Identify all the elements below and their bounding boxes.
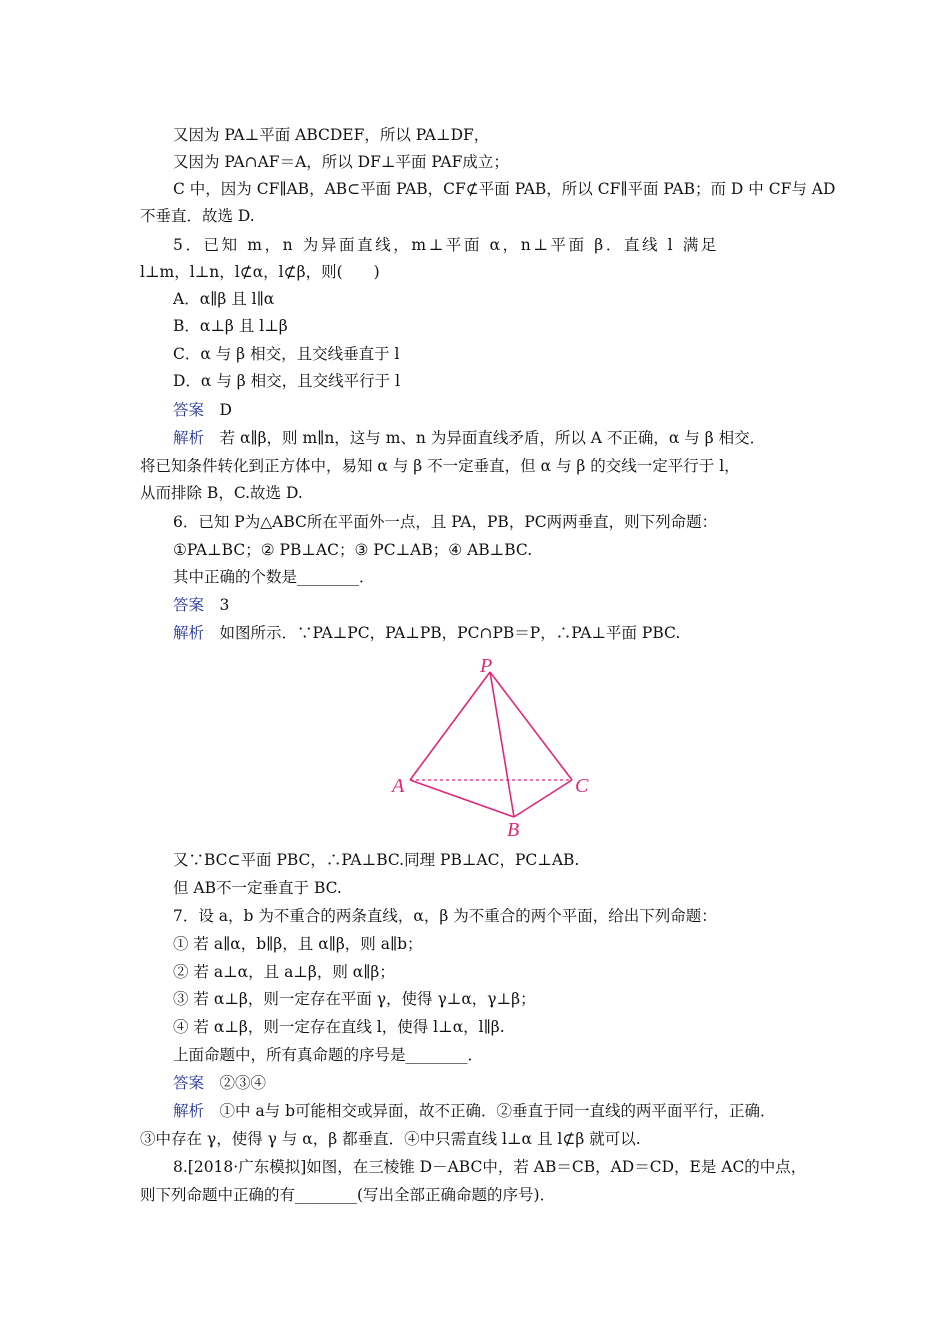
analysis-text: ①中 a与 b可能相交或异面，故不正确．②垂直于同一直线的两平面平行，正确． [204,1102,776,1120]
option-c: C．α 与 β 相交，且交线垂直于 l [173,345,400,363]
answer-line [173,400,232,420]
question-8-line: 8.[2018·广东模拟]如图，在三棱锥 D－ABC中，若 AB＝CB，AD＝CD，E是 AC的中点， [173,1158,807,1176]
answer-label: 答案 [173,596,205,614]
text-line: 不垂直．故选 D. [140,207,255,225]
question-5-line: 5．已知 m，n 为异面直线，m⊥平面 α，n⊥平面 β．直线 l 满足 [173,236,719,254]
vertex-label-a: A [392,775,405,797]
text-line: 但 AB不一定垂直于 BC. [173,879,342,897]
analysis-label: 解析 [173,624,205,642]
question-7-line: 7．设 a，b 为不重合的两条直线，α，β 为不重合的两个平面，给出下列命题： [173,907,717,925]
proposition-1: ① 若 a∥α，b∥β，且 α∥β，则 a∥b； [173,935,423,953]
edge-pb [490,672,514,817]
option-a: A．α∥β 且 l∥α [173,290,275,308]
answer-label: 答案 [173,1074,205,1092]
answer-label: 答案 [173,401,205,419]
answer-value: ②③④ [204,1074,267,1092]
text-line: 又因为 PA⊥平面 ABCDEF，所以 PA⊥DF， [173,126,490,144]
text-line: 上面命题中，所有真命题的序号是________． [173,1046,484,1064]
answer-line [173,1073,266,1093]
analysis-label: 解析 [173,429,205,447]
question-6-line: 6．已知 P为△ABC所在平面外一点，且 PA，PB，PC两两垂直，则下列命题： [173,513,718,531]
answer-line [173,595,229,615]
analysis-line [173,428,765,448]
analysis-label: 解析 [173,1102,205,1120]
text-line: ①PA⊥BC；② PB⊥AC；③ PC⊥AB；④ AB⊥BC. [173,541,533,559]
edge-bc [514,780,572,817]
answer-value: D [204,401,232,419]
edge-pc [490,672,572,780]
text-line: ③中存在 γ，使得 γ 与 α，β 都垂直．④中只需直线 l⊥α 且 l⊄β 就可以. [140,1130,641,1148]
text-line: 其中正确的个数是________． [173,568,375,586]
text-line: 又∵BC⊂平面 PBC，∴PA⊥BC.同理 PB⊥AC，PC⊥AB. [173,851,580,869]
analysis-line [173,623,680,643]
text-line: 则下列命题中正确的有________(写出全部正确命题的序号)． [140,1186,556,1204]
text-line: l⊥m，l⊥n，l⊄α，l⊄β，则( ) [140,263,380,281]
analysis-text: 若 α∥β，则 m∥n，这与 m、n 为异面直线矛盾，所以 A 不正确，α 与 β 相交． [204,429,766,447]
text-line: 又因为 PA∩AF＝A，所以 DF⊥平面 PAF成立； [173,153,509,171]
proposition-2: ② 若 a⊥α，且 a⊥β，则 α∥β； [173,963,395,981]
text-line: 将已知条件转化到正方体中，易知 α 与 β 不一定垂直，但 α 与 β 的交线一定平行于 l， [140,457,740,475]
vertex-label-p: P [480,655,493,677]
option-b: B．α⊥β 且 l⊥β [173,317,288,335]
proposition-3: ③ 若 α⊥β，则一定存在平面 γ，使得 γ⊥α，γ⊥β； [173,990,536,1008]
proposition-4: ④ 若 α⊥β，则一定存在直线 l，使得 l⊥α，l∥β. [173,1018,505,1036]
text-line: C 中，因为 CF∥AB，AB⊂平面 PAB，CF⊄平面 PAB，所以 CF∥平面 PAB；而 D 中 CF与 AD [173,180,836,198]
analysis-line [173,1101,776,1121]
vertex-label-b: B [507,819,520,841]
tetrahedron-figure [382,652,600,844]
edge-pa [410,672,490,780]
option-d: D．α 与 β 相交，且交线平行于 l [173,372,401,390]
vertex-label-c: C [575,775,589,797]
answer-value: 3 [204,596,230,614]
text-line: 从而排除 B，C.故选 D. [140,484,303,502]
analysis-text: 如图所示．∵PA⊥PC，PA⊥PB，PC∩PB＝P，∴PA⊥平面 PBC. [204,624,681,642]
edge-ab [410,780,514,817]
